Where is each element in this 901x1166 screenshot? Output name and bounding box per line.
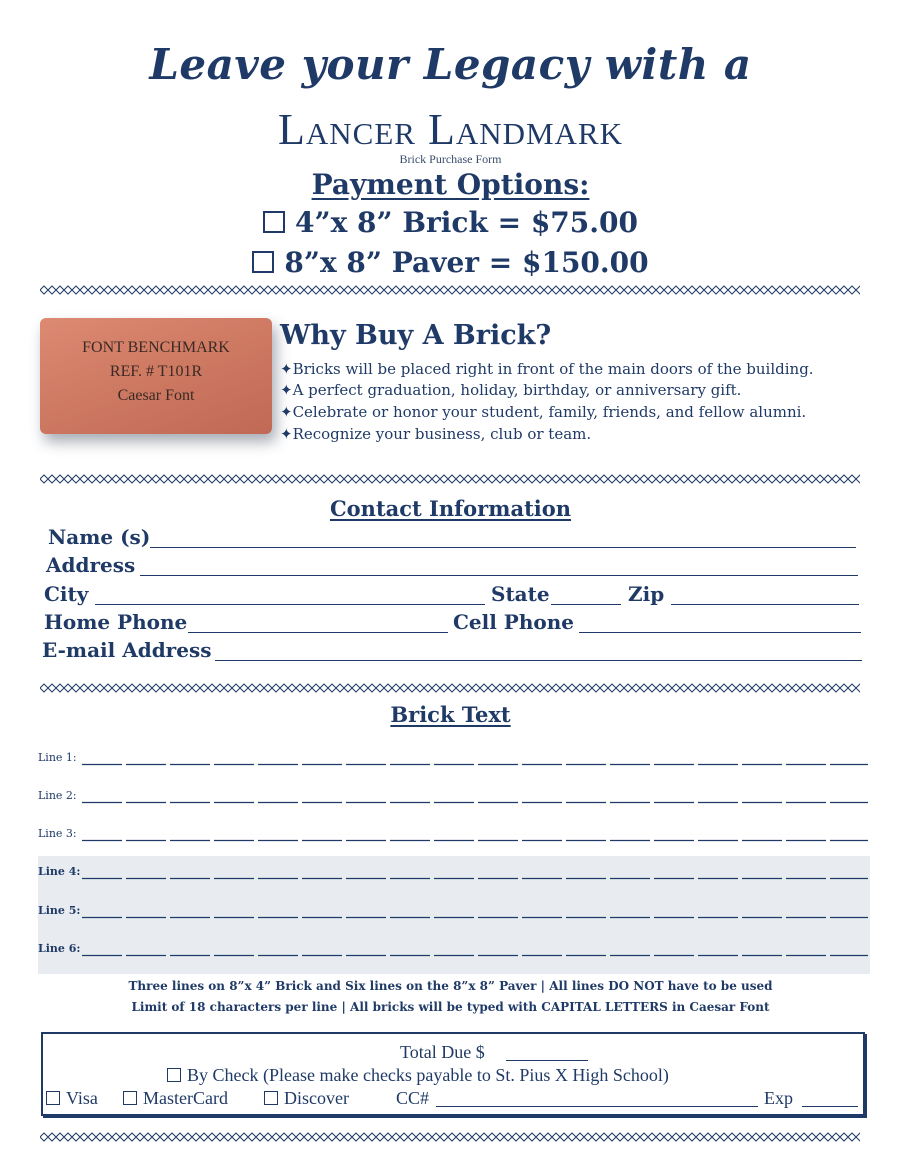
diamond-divider: [40, 285, 860, 295]
why-bullet: ✦Bricks will be placed right in front of the main doors of the building.: [280, 360, 814, 378]
home-phone-label: Home Phone: [44, 610, 188, 634]
checkbox-icon[interactable]: [264, 1091, 278, 1105]
email-label: E-mail Address: [42, 638, 212, 662]
checkbox-icon[interactable]: [263, 211, 285, 233]
brick-text-note: Limit of 18 characters per line | All bricks will be typed with CAPITAL LETTERS in Caesar Font: [131, 1000, 770, 1014]
brick-line-label: Line 6:: [38, 942, 81, 955]
brick-line-6-field[interactable]: [82, 954, 868, 957]
brand-title: Lancer Landmark: [278, 105, 623, 154]
brick-line-3-field[interactable]: [82, 839, 868, 842]
visa-label: Visa: [66, 1088, 98, 1108]
state-field[interactable]: [551, 604, 621, 605]
brick-line-1-field[interactable]: [82, 763, 868, 766]
diamond-divider: [40, 1132, 860, 1142]
brick-sample-line: Caesar Font: [117, 387, 195, 404]
brick-line-2-field[interactable]: [82, 801, 868, 804]
brick-line-label: Line 5:: [38, 904, 81, 917]
cc-number-label: CC#: [396, 1088, 430, 1108]
brick-text-title: Brick Text: [390, 702, 511, 727]
mastercard-label: MasterCard: [143, 1088, 228, 1108]
pay-by-check-label: By Check (Please make checks payable to St. Pius X High School): [187, 1065, 669, 1085]
city-field[interactable]: [95, 604, 485, 605]
discover-option[interactable]: [264, 1088, 349, 1109]
why-bullet: ✦Recognize your business, club or team.: [280, 425, 592, 443]
exp-label: Exp: [764, 1088, 793, 1108]
payment-options-title: Payment Options:: [311, 168, 590, 201]
zip-label: Zip: [628, 582, 665, 606]
checkbox-icon[interactable]: [46, 1091, 60, 1105]
checkbox-icon[interactable]: [167, 1068, 181, 1082]
payment-option-paver-label: 8”x 8” Paver = $150.00: [284, 246, 649, 279]
brick-line-label: Line 2:: [38, 789, 77, 802]
visa-option[interactable]: [46, 1088, 98, 1109]
exp-field[interactable]: [802, 1106, 858, 1107]
why-buy-title: Why Buy A Brick?: [280, 320, 552, 351]
total-due-label: Total Due $: [400, 1042, 485, 1062]
name-field[interactable]: [150, 547, 856, 548]
brick-line-label: Line 4:: [38, 865, 81, 878]
total-due-field[interactable]: [506, 1060, 588, 1061]
pay-by-check-option[interactable]: [167, 1065, 669, 1086]
cc-number-field[interactable]: [436, 1106, 758, 1107]
payment-option-paver[interactable]: [0, 246, 901, 279]
brick-line-label: Line 3:: [38, 827, 77, 840]
address-field[interactable]: [140, 575, 858, 576]
email-field[interactable]: [215, 660, 862, 661]
why-bullet: ✦Celebrate or honor your student, family, friends, and fellow alumni.: [280, 403, 807, 421]
diamond-divider: [40, 474, 860, 484]
brick-text-note: Three lines on 8”x 4” Brick and Six lines on the 8”x 8” Paver | All lines DO NOT have to be used: [128, 979, 773, 993]
cell-phone-field[interactable]: [579, 632, 861, 633]
mastercard-option[interactable]: [123, 1088, 228, 1109]
home-phone-field[interactable]: [188, 632, 448, 633]
brick-line-4-field[interactable]: [82, 877, 868, 880]
diamond-divider: [40, 683, 860, 693]
checkbox-icon[interactable]: [123, 1091, 137, 1105]
address-label: Address: [46, 553, 136, 577]
script-title: Leave your Legacy with a: [149, 40, 752, 89]
brick-sample-image: [40, 318, 272, 434]
state-label: State: [491, 582, 550, 606]
discover-label: Discover: [284, 1088, 349, 1108]
checkbox-icon[interactable]: [252, 251, 274, 273]
cell-phone-label: Cell Phone: [453, 610, 574, 634]
payment-option-brick[interactable]: [0, 206, 901, 239]
why-bullet: ✦A perfect graduation, holiday, birthday, or anniversary gift.: [280, 381, 742, 399]
zip-field[interactable]: [671, 604, 859, 605]
payment-option-brick-label: 4”x 8” Brick = $75.00: [295, 206, 638, 239]
form-subtitle: Brick Purchase Form: [399, 152, 502, 166]
contact-info-title: Contact Information: [329, 496, 572, 521]
brick-sample-line: FONT BENCHMARK: [82, 339, 230, 356]
brick-line-5-field[interactable]: [82, 916, 868, 919]
name-label: Name (s): [48, 525, 151, 549]
city-label: City: [44, 582, 89, 606]
brick-line-label: Line 1:: [38, 751, 77, 764]
brick-sample-line: REF. # T101R: [109, 363, 203, 380]
